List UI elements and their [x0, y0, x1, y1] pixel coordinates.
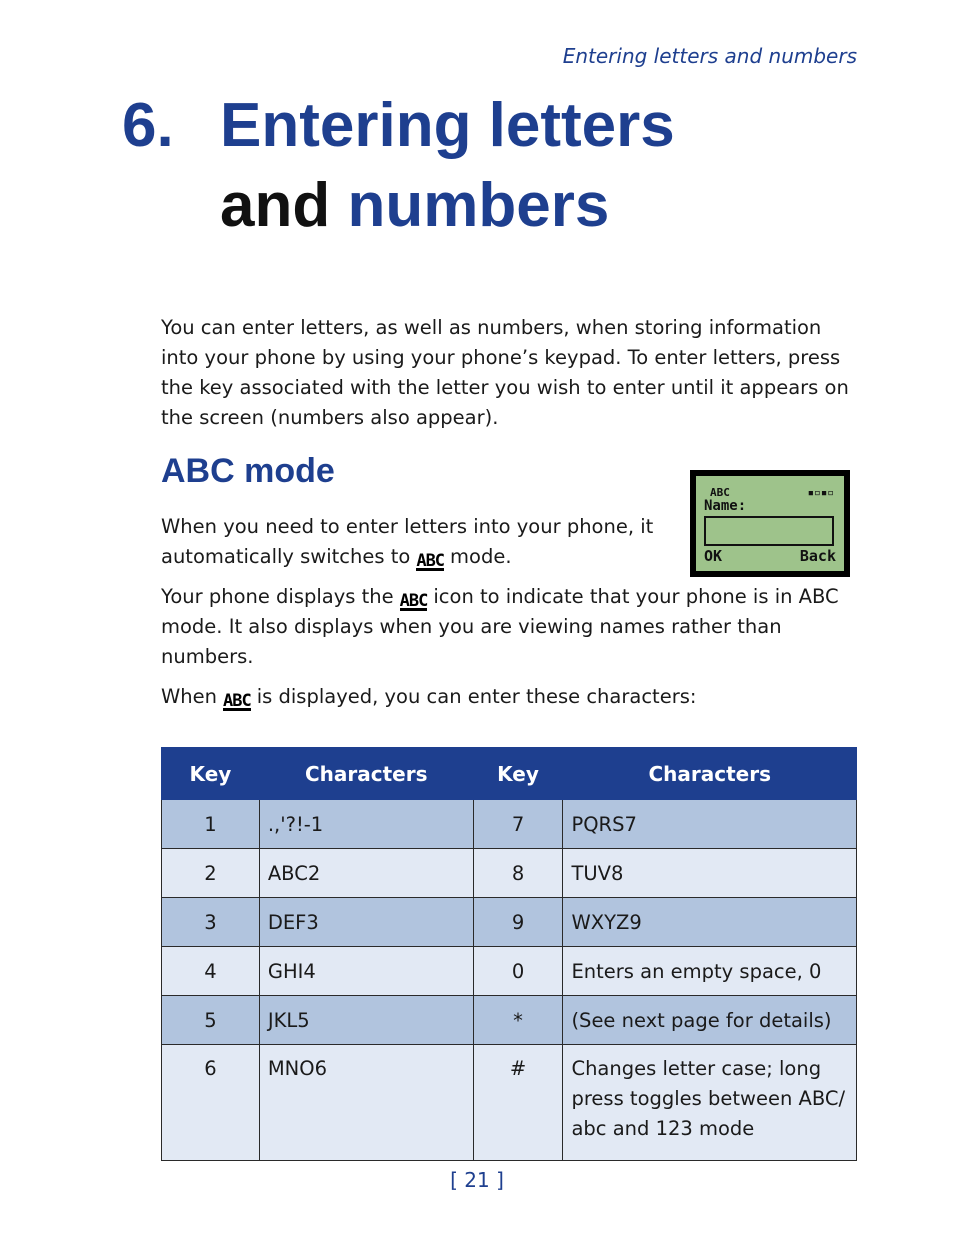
characters-cell: (See next page for details) [563, 996, 857, 1045]
back-softkey: Back [799, 547, 836, 565]
chapter-number: 6. [122, 91, 174, 160]
status-abc-indicator: ABC [710, 486, 730, 499]
abc-mode-icon: ABC [416, 551, 445, 571]
battery-icon: ▪▫▪▫ [807, 486, 834, 499]
characters-cell: .,'?!-1 [259, 800, 473, 849]
chapter-title-part-2: and [220, 171, 331, 240]
key-cell: * [473, 996, 563, 1045]
characters-cell: ABC2 [259, 849, 473, 898]
key-cell: # [473, 1045, 563, 1161]
phone-lcd [696, 476, 844, 571]
key-cell: 9 [473, 898, 563, 947]
characters-cell: Enters an empty space, 0 [563, 947, 857, 996]
header-key: Key [473, 748, 563, 800]
running-head: Entering letters and numbers [562, 44, 857, 68]
chapter-title-part-3: numbers [347, 171, 610, 240]
abc-paragraph-2: Your phone displays the ABC icon to indicate that your phone is in ABC mode. It also displays when you are viewing names rather than numbers. [161, 585, 839, 668]
abc-paragraph-3: When ABC is displayed, you can enter these characters: [161, 685, 697, 711]
key-cell: 8 [473, 849, 563, 898]
key-cell: 6 [162, 1045, 260, 1161]
table-row [162, 800, 857, 849]
intro-paragraph: You can enter letters, as well as numbers, when storing information into your phone by using your phone’s keypad. To enter letters, press the key associated with the letter you wish to enter until it appears on the screen (numbers also appear). [161, 316, 849, 429]
characters-cell: JKL5 [259, 996, 473, 1045]
chapter-title-part-1: Entering letters [220, 91, 675, 160]
phone-screen-illustration [690, 470, 850, 577]
key-cell: 3 [162, 898, 260, 947]
abc-mode-icon: ABC [223, 691, 251, 711]
section-heading: ABC mode [161, 452, 335, 490]
table-row [162, 849, 857, 898]
key-cell: 5 [162, 996, 260, 1045]
chapter-title [122, 86, 780, 246]
characters-cell: TUV8 [563, 849, 857, 898]
key-cell: 0 [473, 947, 563, 996]
key-cell: 7 [473, 800, 563, 849]
characters-cell: DEF3 [259, 898, 473, 947]
ok-softkey: OK [704, 547, 723, 565]
table-row [162, 1045, 857, 1161]
characters-cell: GHI4 [259, 947, 473, 996]
key-cell: 2 [162, 849, 260, 898]
characters-cell: PQRS7 [563, 800, 857, 849]
characters-cell: WXYZ9 [563, 898, 857, 947]
abc-paragraph-1: When you need to enter letters into your phone, it automatically switches to ABC mode. [161, 515, 654, 571]
table-row [162, 996, 857, 1045]
header-characters: Characters [563, 748, 857, 800]
characters-cell: Changes letter case; long press toggles between ABC/ abc and 123 mode [563, 1045, 857, 1161]
character-table [161, 747, 857, 1161]
table-row [162, 898, 857, 947]
key-cell: 1 [162, 800, 260, 849]
characters-cell: MNO6 [259, 1045, 473, 1161]
header-characters: Characters [259, 748, 473, 800]
page-number: [ 21 ] [450, 1168, 504, 1192]
key-cell: 4 [162, 947, 260, 996]
abc-mode-icon: ABC [399, 591, 428, 611]
table-row [162, 947, 857, 996]
header-key: Key [162, 748, 260, 800]
name-label: Name: [704, 498, 747, 514]
name-entry-box [704, 516, 834, 546]
